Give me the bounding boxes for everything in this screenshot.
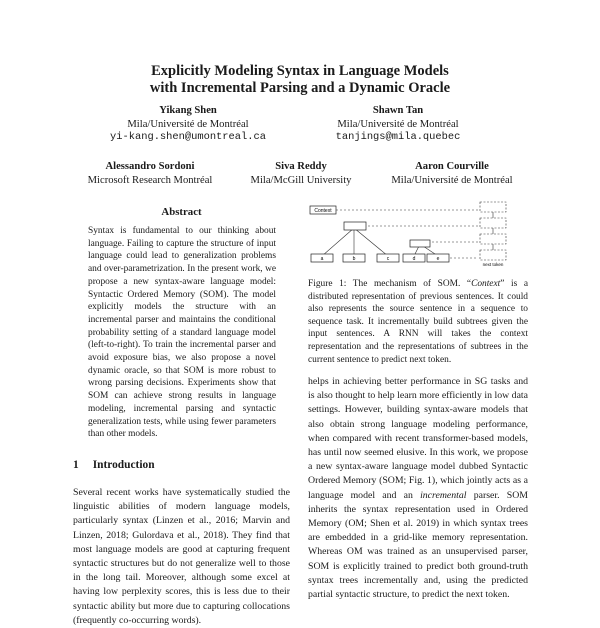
author-block-2 [318, 104, 478, 145]
caption-emphasis: Context [471, 279, 501, 289]
paragraph-lead: helps in achieving better performance in SG tasks and is also thought to help learn more efficiently in low data settings. However, building syntax-aware models that also obtain strong language modeling performance, when compared with recent transformer-based models, has until now seemed elusive. In this work, we propose a new syntax-aware language model dubbed Syntactic Ordered Memory (SOM; Fig. 1), which jointly acts as a language model and an [308, 376, 528, 501]
rnn-memory-stack [480, 202, 506, 267]
leaf-label: b [352, 256, 356, 262]
leaf-node [403, 254, 425, 262]
predict-label: next token [482, 262, 504, 267]
author-name: Alessandro Sordoni [105, 161, 195, 172]
author-block-4 [226, 160, 376, 187]
paragraph-emphasis: incremental [420, 489, 467, 501]
leaf-label: c [386, 256, 390, 262]
figure-1-caption [308, 278, 528, 366]
caption-body: ” is a distributed representation of previous sentences. It could also represents the source sentence in a sequence to sequence task. It incrementally build subtrees given the input sentences. A RNN will takes the context representation and the representations of subtrees in the current sentence to predict next token. [308, 279, 528, 365]
author-name: Shawn Tan [372, 105, 424, 116]
leaf-label: a [320, 256, 324, 262]
context-box [310, 206, 336, 214]
caption-lead: Figure 1: The mechanism of SOM. “ [308, 279, 472, 289]
author-affiliation: Mila/Université de Montréal [391, 174, 513, 186]
author-name: Siva Reddy [275, 161, 327, 172]
author-affiliation: Mila/Université de Montréal [337, 118, 459, 130]
section-heading [73, 459, 155, 471]
author-name: Yikang Shen [159, 105, 217, 116]
subtree-node [410, 240, 430, 247]
section-title: Introduction [92, 459, 155, 471]
author-email[interactable]: tanjings@mila.quebec [335, 131, 461, 143]
leaf-node [311, 254, 333, 262]
leaf-label: d [412, 256, 416, 262]
abstract-heading: Abstract [161, 206, 202, 218]
leaf-node [343, 254, 365, 262]
tree-edges [322, 210, 478, 258]
leaf-label: e [436, 256, 440, 262]
paragraph-body: parser. SOM inherits the syntax representation used in Ordered Memory (OM; Shen et al. 2019) in which syntax trees are embedded in a grid-like memory representation. Whereas OM was trained as an unsupervised parser, SOM is explicitly trained to predict both ground-truth syntax trees incrementally and, using the predicted partial syntactic structure, to predict the next token. [308, 489, 528, 601]
title-line-1: Explicitly Modeling Syntax in Language Models [151, 63, 449, 79]
abstract-text: Syntax is fundamental to our thinking about language. Failing to capture the structure of input language could lead to generalization problems and over-parametrization. In the present work, we propose a new syntax-aware language model: Syntactic Ordered Memory (SOM). The model explicitly models the structure with an incremental parser and maintains the conditional probability setting of a standard language model (left-to-right). To train the incremental parser and avoid exposure bias, we also propose a novel dynamic oracle, so that SOM is more robust to wrong parsing decisions. Experiments show that SOM can achieve strong results in language modeling, incremental parsing and syntactic generalization tests, while using fewer parameters than other models. [88, 226, 276, 440]
paper-title [0, 63, 600, 97]
subtree-node [344, 222, 366, 230]
author-email[interactable]: yi-kang.shen@umontreal.ca [110, 131, 266, 143]
author-block-3 [70, 160, 230, 187]
author-block-5 [372, 160, 532, 187]
context-label: Context [314, 208, 332, 214]
author-affiliation: Mila/McGill University [250, 174, 352, 186]
author-name: Aaron Courville [415, 161, 489, 172]
right-column-paragraph [308, 375, 528, 602]
leaf-node [377, 254, 399, 262]
section-number: 1 [73, 459, 79, 471]
author-block-1 [108, 104, 268, 145]
leaf-node [427, 254, 449, 262]
figure-1-diagram [308, 198, 528, 270]
title-line-2: with Incremental Parsing and a Dynamic Oracle [149, 80, 451, 96]
intro-paragraph: Several recent works have systematically studied the linguistic abilities of modern language models, particularly syntax (Linzen et al., 2016; Marvin and Linzen, 2018; Gulordava et al., 2018). They find that most language models are good at capturing frequent syntactic structures but do not generalize well to those in the long tail. Moreover, although some excel at having low perplexity scores, this is less due to their syntactic ability but more due to capturing collocations (frequently co-occurring words). [73, 487, 290, 626]
author-affiliation: Microsoft Research Montréal [87, 174, 213, 186]
author-affiliation: Mila/Université de Montréal [127, 118, 249, 130]
